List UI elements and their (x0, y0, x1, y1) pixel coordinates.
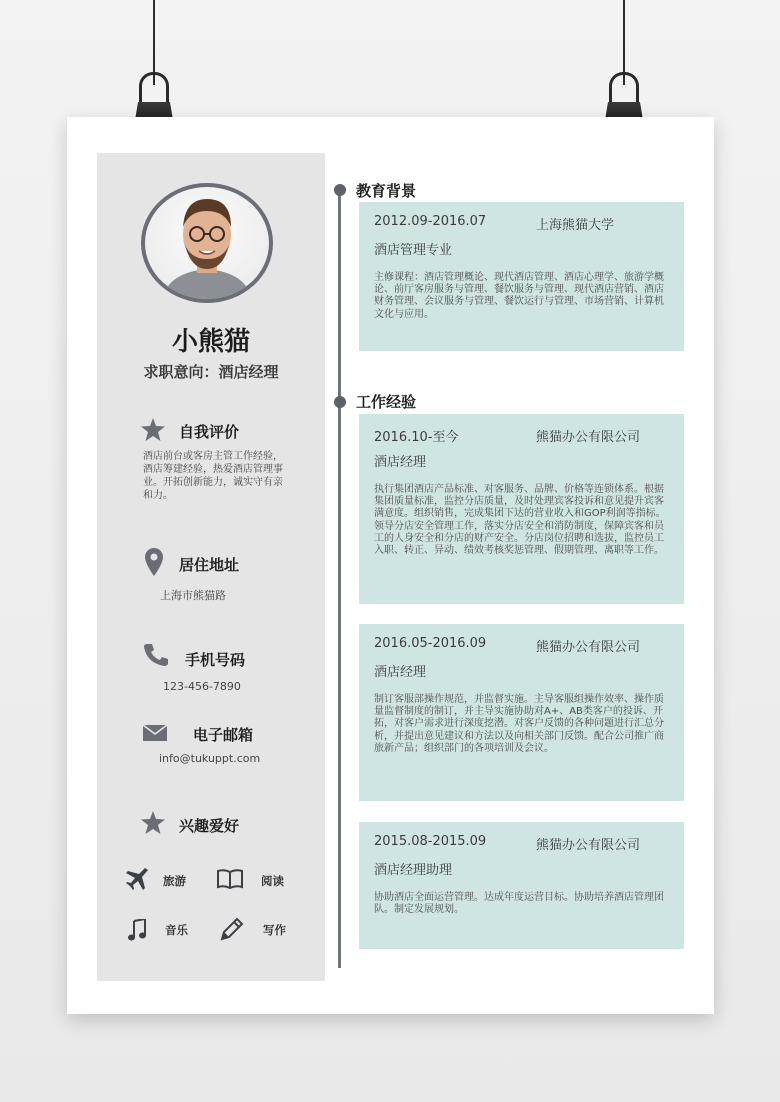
address-title: 居住地址 (179, 556, 240, 574)
work-title: 工作经验 (356, 393, 417, 411)
timeline-dot-work (334, 396, 346, 408)
music-note-icon (128, 919, 146, 941)
phone-icon (143, 643, 169, 667)
hobby-music: 音乐 (165, 923, 188, 937)
education-major: 酒店管理专业 (374, 243, 453, 258)
email-title: 电子邮箱 (193, 726, 254, 744)
work-role: 酒店经理助理 (374, 863, 453, 878)
work-card (359, 624, 684, 801)
mail-icon (143, 725, 167, 741)
self-eval-text: 酒店前台或客房主管工作经验，酒店筹建经验，热爱酒店管理事业。开拓创新能力，诚实守有亲和力。 (143, 451, 283, 501)
work-desc: 协助酒店全面运营管理。达成年度运营目标。协助培养酒店管理团队。制定发展规划。 (374, 892, 664, 916)
hobby-reading: 阅读 (261, 874, 284, 888)
work-card (359, 414, 684, 604)
resume-sheet (67, 117, 714, 1014)
education-card (359, 202, 684, 351)
hobby-writing: 写作 (263, 923, 286, 937)
pencil-icon (218, 917, 244, 943)
work-role: 酒店经理 (374, 455, 427, 470)
timeline-dot-education (334, 184, 346, 196)
airplane-icon (125, 867, 149, 891)
education-desc: 主修课程：酒店管理概论、现代酒店管理、酒店心理学、旅游学概论、前厅客房服务与管理、餐饮服务与管理、现代酒店营销、酒店财务管理、会议服务与管理、餐饮运行与管理、市场营销、计算机文化与应用。 (374, 272, 664, 320)
work-date: 2015.08-2015.09 (374, 834, 487, 849)
phone-title: 手机号码 (185, 651, 246, 669)
job-intent: 求职意向：酒店经理 (143, 363, 279, 381)
candidate-name: 小熊猫 (171, 327, 250, 357)
self-eval-title: 自我评价 (179, 423, 240, 441)
work-company: 熊猫办公有限公司 (536, 640, 641, 655)
work-desc: 执行集团酒店产品标准、对客服务、品牌、价格等连锁体系。根据集团质量标准，监控分店质量，及时处理宾客投诉和意见提升宾客满意度。组织销售，完成集团下达的营业收入和GOP利润等指标。领导分店安全管理工作，落实分店安全和消防制度，保障宾客和员工的人身安全和分店的财产安全。分店岗位招聘和选拔，监控员工入职、转正、异动、绩效考核奖惩管理、假期管理、离职等工作。 (374, 484, 666, 557)
work-role: 酒店经理 (374, 665, 427, 680)
book-icon (217, 869, 243, 889)
star-icon (141, 418, 165, 441)
phone-value: 123-456-7890 (163, 680, 241, 693)
hobbies-title: 兴趣爱好 (179, 817, 240, 835)
education-school: 上海熊猫大学 (536, 218, 615, 233)
timeline-line (338, 195, 341, 968)
sidebar (97, 153, 325, 981)
education-date: 2012.09-2016.07 (374, 214, 487, 229)
portrait-photo (145, 187, 269, 299)
work-date: 2016.05-2016.09 (374, 636, 487, 651)
work-company: 熊猫办公有限公司 (536, 838, 641, 853)
location-pin-icon (145, 548, 163, 576)
avatar (141, 183, 273, 303)
work-date: 2016.10-至今 (374, 430, 459, 445)
work-card (359, 822, 684, 949)
star-icon (141, 811, 165, 834)
work-company: 熊猫办公有限公司 (536, 430, 641, 445)
email-value: info@tukuppt.com (159, 752, 261, 765)
work-desc: 制订客服部操作规范，并监督实施。主导客服组操作效率、操作质量监督制度的制订，并主导实施协助对A+、AB类客户的投诉、开拓，对客户需求进行深度挖潜。对客户反馈的各种问题进行汇总分析，并提出意见建议和方法以及向相关部门反馈。配合公司推广商旅新产品；组织部门的各项培训及会议。 (374, 694, 664, 754)
address-value: 上海市熊猫路 (160, 589, 226, 602)
education-title: 教育背景 (356, 182, 417, 200)
hobby-travel: 旅游 (163, 874, 186, 888)
